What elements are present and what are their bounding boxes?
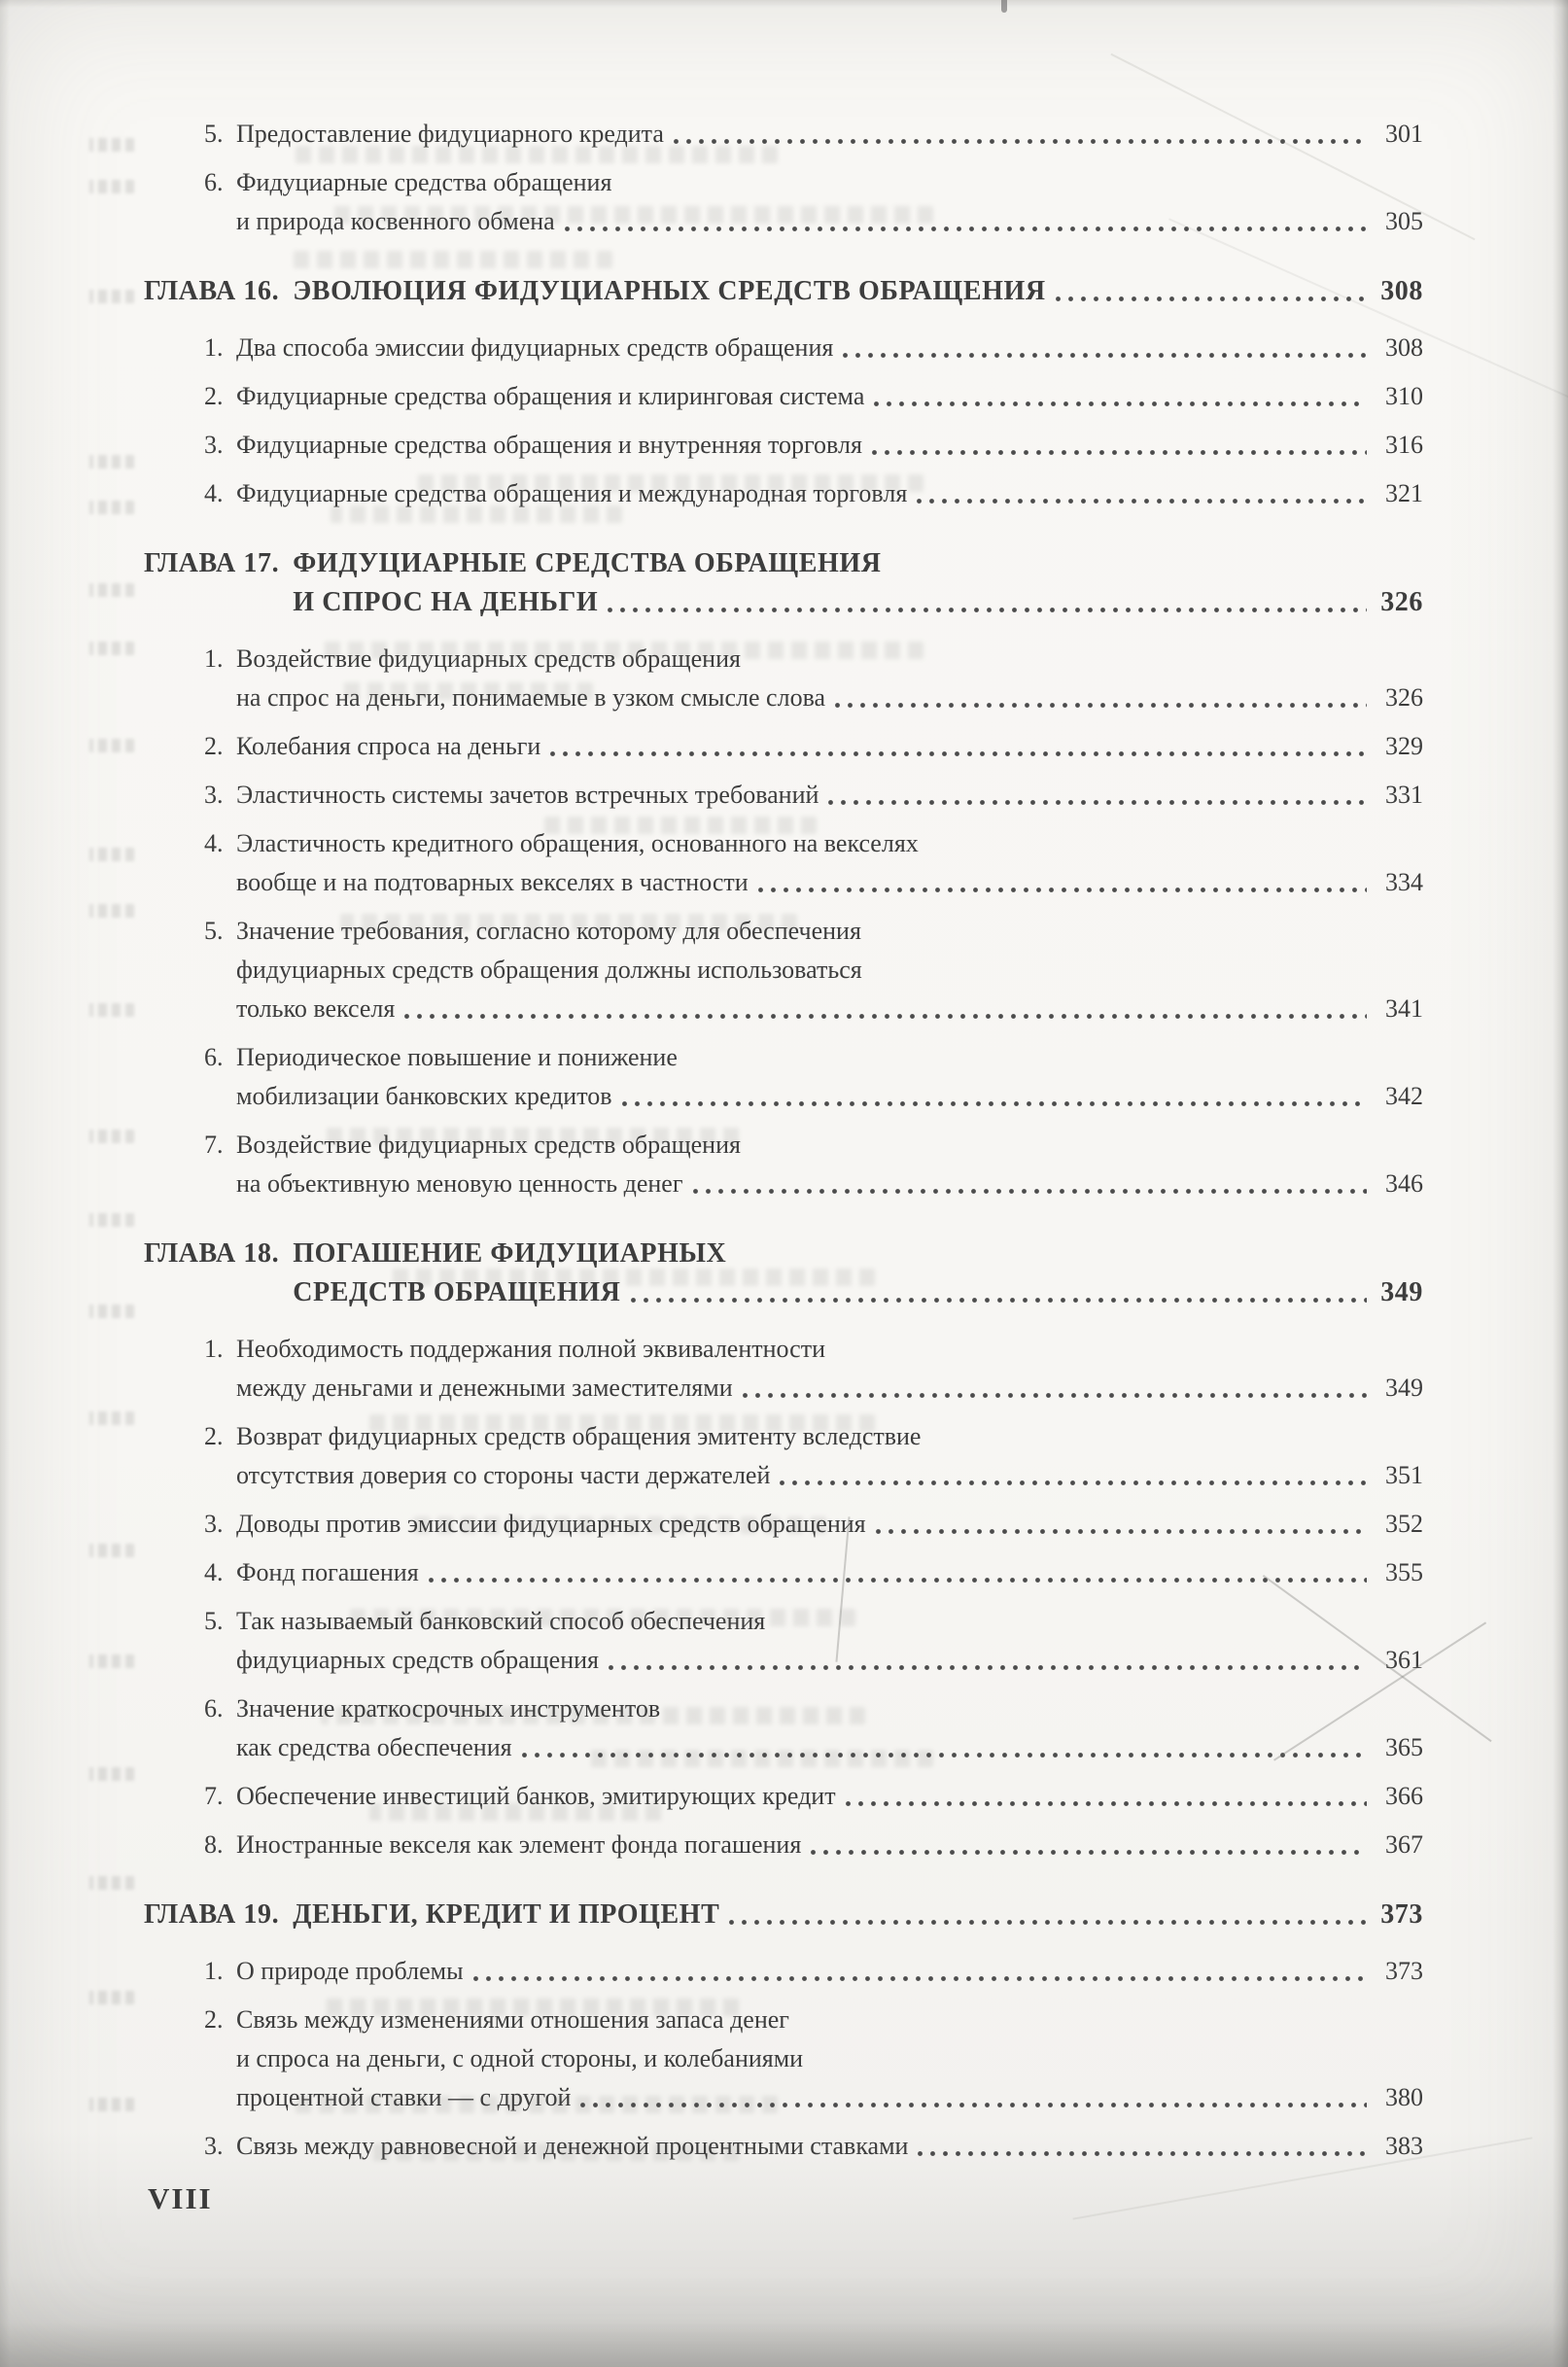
entry-text: О природе проблемы: [236, 1957, 464, 1985]
entry-last-line: [236, 1952, 1423, 1991]
entry-body: [293, 1896, 1423, 1934]
dot-leader: [729, 1920, 1367, 1926]
entry-number: 7.: [204, 1131, 224, 1159]
entry-last-line: [236, 990, 1423, 1028]
entry-page-number: 342: [1385, 1082, 1423, 1110]
entry-text: ДЕНЬГИ, КРЕДИТ И ПРОЦЕНТ: [293, 1899, 720, 1930]
entry-page-number: 366: [1385, 1782, 1423, 1810]
entry-last-line: [236, 1553, 1423, 1592]
entry-text: Доводы против эмиссии фидуциарных средств обращения: [236, 1510, 866, 1538]
entry-body: [236, 377, 1423, 416]
entry-page-number: 346: [1385, 1169, 1423, 1198]
scan-edge-bottom: [0, 2322, 1568, 2367]
toc-item-entry: [144, 1553, 1423, 1592]
entry-body: [293, 1235, 1423, 1312]
entry-line: фидуциарных средств обращения должны использоваться: [236, 956, 862, 984]
entry-number: 2.: [204, 382, 224, 410]
toc-item-entry: [144, 1826, 1423, 1864]
toc-item-entry: [144, 727, 1423, 766]
entry-text: Связь между равновесной и денежной процентными ставками: [236, 2132, 909, 2160]
entry-number: 2.: [204, 732, 224, 760]
entry-page-number: 367: [1385, 1830, 1423, 1859]
entry-page-number: 365: [1385, 1733, 1423, 1761]
entry-line: Фидуциарные средства обращения: [236, 168, 612, 196]
entry-page-number: 361: [1385, 1646, 1423, 1674]
entry-body: [293, 272, 1423, 311]
chapter-label: ГЛАВА 19.: [144, 1899, 280, 1930]
showthrough-ghost-number: [89, 2098, 134, 2111]
entry-text: Фидуциарные средства обращения и клиринговая система: [236, 382, 865, 410]
showthrough-ghost-number: [89, 583, 134, 597]
entry-page-number: 305: [1385, 207, 1423, 235]
entry-line: Необходимость поддержания полной эквивалентности: [236, 1335, 825, 1363]
dot-leader: [843, 353, 1367, 359]
entry-body: [236, 912, 1423, 1028]
dot-leader: [473, 1976, 1367, 1982]
entry-page-number: 383: [1385, 2132, 1423, 2160]
entry-last-line: [236, 1505, 1423, 1544]
showthrough-ghost-number: [89, 180, 134, 193]
entry-last-line: [236, 1369, 1423, 1408]
toc-chapter-entry: [144, 1896, 1423, 1934]
showthrough-ghost-number: [89, 138, 134, 152]
entry-number: 3.: [204, 2132, 224, 2160]
chapter-label: ГЛАВА 16.: [144, 276, 280, 306]
entry-number: 4.: [204, 1558, 224, 1586]
toc-item-entry: [144, 1417, 1423, 1495]
entry-text: фидуциарных средств обращения: [236, 1646, 600, 1674]
entry-page-number: 334: [1385, 868, 1423, 896]
toc-item-entry: [144, 912, 1423, 1028]
entry-body: [236, 2001, 1423, 2117]
entry-number: 6.: [204, 168, 224, 196]
toc-item-entry: [144, 1126, 1423, 1203]
entry-text: мобилизации банковских кредитов: [236, 1082, 612, 1110]
page-number-footer: VIII: [148, 2181, 213, 2215]
entry-body: [236, 1689, 1423, 1767]
entry-text: только векселя: [236, 994, 396, 1023]
entry-text: Фонд погашения: [236, 1558, 419, 1586]
showthrough-ghost-number: [89, 1544, 134, 1557]
dot-leader: [580, 2103, 1367, 2108]
entry-last-line: [236, 202, 1423, 241]
dot-leader: [622, 1101, 1367, 1107]
dot-leader: [876, 1529, 1367, 1535]
toc-item-entry: [144, 824, 1423, 902]
toc-item-entry: [144, 1602, 1423, 1680]
dot-leader: [522, 1753, 1367, 1758]
toc-item-entry: [144, 115, 1423, 154]
entry-page-number: 355: [1385, 1558, 1423, 1586]
entry-last-line: [236, 377, 1423, 416]
entry-last-line: [236, 727, 1423, 766]
entry-last-line: [236, 1826, 1423, 1864]
dot-leader: [835, 703, 1367, 709]
toc-item-entry: [144, 163, 1423, 241]
entry-text: СРЕДСТВ ОБРАЩЕНИЯ: [293, 1277, 621, 1307]
entry-page-number: 329: [1385, 732, 1423, 760]
entry-last-line: [236, 1641, 1423, 1680]
entry-last-line: [293, 583, 1423, 622]
entry-last-line: [236, 1077, 1423, 1116]
entry-number: 2.: [204, 1422, 224, 1450]
showthrough-ghost-number: [89, 290, 134, 303]
entry-last-line: [293, 1273, 1423, 1312]
entry-text: Предоставление фидуциарного кредита: [236, 120, 664, 148]
toc-item-entry: [144, 2127, 1423, 2166]
entry-last-line: [236, 1728, 1423, 1767]
showthrough-ghost-number: [89, 848, 134, 861]
toc-item-entry: [144, 1689, 1423, 1767]
entry-page-number: 321: [1385, 479, 1423, 507]
entry-text: как средства обеспечения: [236, 1733, 512, 1761]
toc-item-entry: [144, 1952, 1423, 1991]
entry-number: 4.: [204, 829, 224, 857]
entry-number: 3.: [204, 431, 224, 459]
table-of-contents: [144, 93, 1423, 2176]
dot-leader: [743, 1393, 1367, 1399]
entry-page-number: 341: [1385, 994, 1423, 1023]
entry-last-line: [236, 863, 1423, 902]
entry-number: 3.: [204, 781, 224, 809]
entry-number: 1.: [204, 333, 224, 362]
entry-text: между деньгами и денежными заместителями: [236, 1374, 733, 1402]
entry-body: [236, 426, 1423, 465]
entry-last-line: [293, 1896, 1423, 1934]
entry-body: [236, 1777, 1423, 1816]
entry-body: [236, 1553, 1423, 1592]
dot-leader: [917, 499, 1367, 505]
entry-page-number: 308: [1385, 333, 1423, 362]
showthrough-ghost-number: [89, 1003, 134, 1017]
toc-item-entry: [144, 426, 1423, 465]
entry-text: Эластичность системы зачетов встречных требований: [236, 781, 819, 809]
entry-text: процентной ставки — с другой: [236, 2083, 572, 2111]
entry-body: [236, 163, 1423, 241]
toc-item-entry: [144, 329, 1423, 367]
entry-number: 1.: [204, 1957, 224, 1985]
dot-leader: [693, 1189, 1368, 1195]
entry-text: на спрос на деньги, понимаемые в узком смысле слова: [236, 683, 826, 712]
toc-item-entry: [144, 474, 1423, 513]
dot-leader: [874, 401, 1367, 407]
dot-leader: [631, 1298, 1368, 1304]
entry-line: Связь между изменениями отношения запаса денег: [236, 2005, 789, 2034]
dot-leader: [828, 800, 1367, 806]
entry-last-line: [236, 2127, 1423, 2166]
dot-leader: [608, 608, 1367, 613]
toc-item-entry: [144, 1330, 1423, 1408]
chapter-label: ГЛАВА 18.: [144, 1238, 280, 1269]
entry-last-line: [236, 1777, 1423, 1816]
chapter-label: ГЛАВА 17.: [144, 548, 280, 578]
entry-last-line: [236, 426, 1423, 465]
dot-leader: [565, 226, 1367, 232]
toc-item-entry: [144, 640, 1423, 717]
entry-last-line: [236, 474, 1423, 513]
entry-body: [236, 640, 1423, 717]
dot-leader: [674, 139, 1367, 145]
entry-number: 5.: [204, 917, 224, 945]
entry-page-number: 352: [1385, 1510, 1423, 1538]
entry-number: 6.: [204, 1043, 224, 1071]
entry-page-number: 349: [1380, 1277, 1423, 1307]
entry-line: Возврат фидуциарных средств обращения эмитенту вследствие: [236, 1422, 922, 1450]
entry-text: Колебания спроса на деньги: [236, 732, 541, 760]
entry-body: [236, 1038, 1423, 1116]
entry-last-line: [293, 272, 1423, 311]
entry-line: Значение краткосрочных инструментов: [236, 1694, 661, 1723]
dot-leader: [780, 1480, 1367, 1486]
entry-number: 5.: [204, 1607, 224, 1635]
entry-text: вообще и на подтоварных векселях в частности: [236, 868, 749, 896]
entry-number: 1.: [204, 1335, 224, 1363]
showthrough-ghost-number: [89, 501, 134, 514]
showthrough-ghost-number: [89, 1991, 134, 2004]
entry-line: и спроса на деньги, с одной стороны, и колебаниями: [236, 2044, 804, 2072]
entry-number: 5.: [204, 120, 224, 148]
entry-last-line: [236, 1165, 1423, 1203]
entry-page-number: 373: [1385, 1957, 1423, 1985]
entry-last-line: [236, 2078, 1423, 2117]
showthrough-ghost-number: [89, 1876, 134, 1890]
entry-line: ПОГАШЕНИЕ ФИДУЦИАРНЫХ: [293, 1238, 727, 1269]
entry-page-number: 308: [1380, 276, 1423, 306]
entry-text: и природа косвенного обмена: [236, 207, 555, 235]
entry-body: [236, 329, 1423, 367]
entry-text: Обеспечение инвестиций банков, эмитирующих кредит: [236, 1782, 836, 1810]
entry-body: [236, 824, 1423, 902]
toc-item-entry: [144, 1038, 1423, 1116]
entry-line: Эластичность кредитного обращения, основанного на векселях: [236, 829, 919, 857]
showthrough-ghost-number: [89, 904, 134, 918]
entry-last-line: [236, 1456, 1423, 1495]
entry-last-line: [236, 679, 1423, 717]
showthrough-ghost-number: [89, 1767, 134, 1781]
entry-text: отсутствия доверия со стороны части держателей: [236, 1461, 771, 1489]
scan-edge-right: [1552, 0, 1568, 2367]
showthrough-ghost-number: [89, 1654, 134, 1668]
entry-body: [236, 474, 1423, 513]
scan-edge-top: [0, 0, 1568, 8]
entry-page-number: 373: [1380, 1899, 1423, 1930]
toc-item-entry: [144, 1777, 1423, 1816]
entry-last-line: [236, 776, 1423, 815]
entry-line: Воздействие фидуциарных средств обращения: [236, 644, 741, 673]
entry-body: [236, 1952, 1423, 1991]
dot-leader: [811, 1850, 1367, 1856]
entry-number: 1.: [204, 644, 224, 673]
entry-text: ЭВОЛЮЦИЯ ФИДУЦИАРНЫХ СРЕДСТВ ОБРАЩЕНИЯ: [293, 276, 1046, 306]
entry-page-number: 331: [1385, 781, 1423, 809]
entry-text: Фидуциарные средства обращения и международная торговля: [236, 479, 908, 507]
entry-text: И СПРОС НА ДЕНЬГИ: [293, 587, 599, 617]
entry-body: [236, 1505, 1423, 1544]
toc-item-entry: [144, 377, 1423, 416]
entry-last-line: [236, 329, 1423, 367]
showthrough-ghost-number: [89, 642, 134, 655]
entry-number: 4.: [204, 479, 224, 507]
showthrough-ghost-number: [89, 739, 134, 752]
entry-page-number: 380: [1385, 2083, 1423, 2111]
showthrough-ghost-number: [89, 1213, 134, 1227]
entry-page-number: 326: [1385, 683, 1423, 712]
entry-text: на объективную меновую ценность денег: [236, 1169, 683, 1198]
showthrough-ghost-number: [89, 455, 134, 469]
entry-page-number: 310: [1385, 382, 1423, 410]
toc-chapter-entry: [144, 272, 1423, 311]
entry-page-number: 351: [1385, 1461, 1423, 1489]
entry-number: 8.: [204, 1830, 224, 1859]
toc-item-entry: [144, 1505, 1423, 1544]
entry-line: Так называемый банковский способ обеспечения: [236, 1607, 766, 1635]
entry-body: [236, 1826, 1423, 1864]
dot-leader: [872, 450, 1367, 456]
entry-line: Значение требования, согласно которому для обеспечения: [236, 917, 861, 945]
entry-line: ФИДУЦИАРНЫЕ СРЕДСТВА ОБРАЩЕНИЯ: [293, 548, 882, 578]
toc-item-entry: [144, 776, 1423, 815]
dot-leader: [758, 888, 1367, 893]
toc-item-entry: [144, 2001, 1423, 2117]
entry-body: [236, 776, 1423, 815]
entry-body: [236, 2127, 1423, 2166]
entry-page-number: 301: [1385, 120, 1423, 148]
entry-number: 6.: [204, 1694, 224, 1723]
showthrough-ghost-number: [89, 1130, 134, 1143]
entry-body: [293, 544, 1423, 622]
entry-number: 7.: [204, 1782, 224, 1810]
scan-edge-left: [0, 0, 10, 2367]
toc-chapter-entry: [144, 544, 1423, 622]
entry-text: Фидуциарные средства обращения и внутренняя торговля: [236, 431, 862, 459]
dot-leader: [550, 751, 1367, 757]
dot-leader: [609, 1665, 1367, 1671]
dot-leader: [429, 1578, 1367, 1584]
dot-leader: [918, 2151, 1367, 2157]
entry-number: 3.: [204, 1510, 224, 1538]
entry-body: [236, 1602, 1423, 1680]
showthrough-ghost-number: [89, 1411, 134, 1425]
showthrough-ghost-number: [89, 1305, 134, 1318]
entry-line: Периодическое повышение и понижение: [236, 1043, 678, 1071]
entry-body: [236, 727, 1423, 766]
dot-leader: [1056, 296, 1367, 302]
entry-body: [236, 1417, 1423, 1495]
dot-leader: [846, 1801, 1367, 1807]
entry-text: Два способа эмиссии фидуциарных средств обращения: [236, 333, 834, 362]
entry-text: Иностранные векселя как элемент фонда погашения: [236, 1830, 802, 1859]
entry-body: [236, 1126, 1423, 1203]
dot-leader: [404, 1014, 1367, 1020]
entry-line: Воздействие фидуциарных средств обращения: [236, 1131, 741, 1159]
toc-chapter-entry: [144, 1235, 1423, 1312]
entry-number: 2.: [204, 2005, 224, 2034]
entry-body: [236, 1330, 1423, 1408]
entry-page-number: 316: [1385, 431, 1423, 459]
entry-page-number: 326: [1380, 587, 1423, 617]
entry-page-number: 349: [1385, 1374, 1423, 1402]
